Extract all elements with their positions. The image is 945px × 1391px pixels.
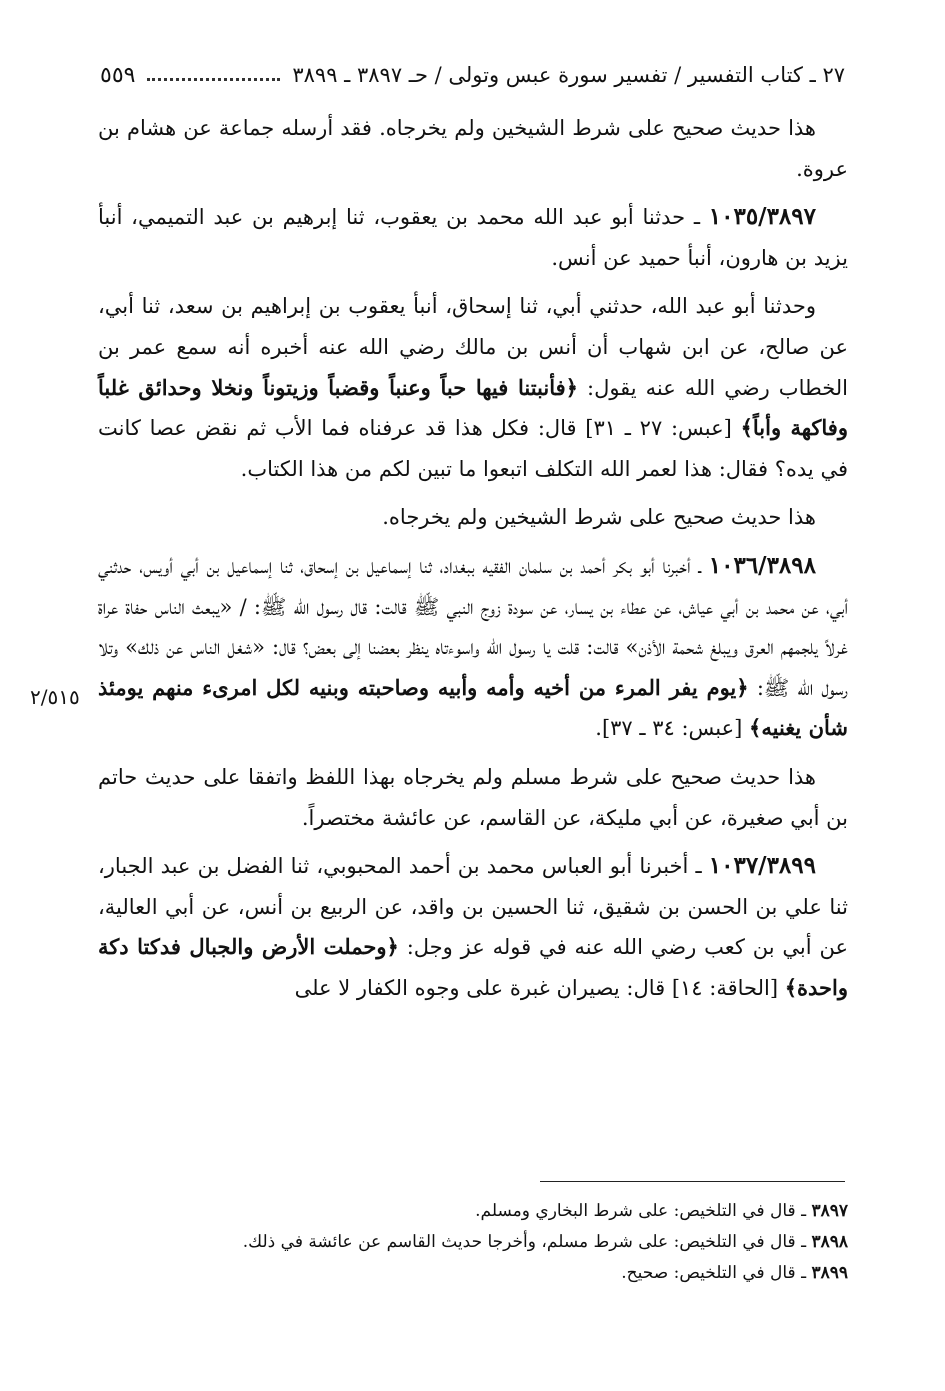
margin-reference: ٢/٥١٥ [30,685,80,709]
hadith-3899 [98,846,848,1008]
page-number: ٥٥٩ [100,62,136,88]
quran-quote: ﴿يوم يفر المرء من أخيه وأمه وأبيه وصاحبته وبنيه لكل امرىء منهم يومئذ شأن يغنيه﴾ [98,674,848,741]
footnote-3899 [98,1258,848,1289]
paragraph-grading-2 [98,497,848,538]
footnote-number: ٣٨٩٧ [811,1201,848,1221]
footnote-3898 [98,1227,848,1258]
quran-quote: ﴿فأنبتنا فيها حباً وعنباً وقضباً وزيتوناً ونخلا وحدائق غلباً وفاكهة وأباً﴾ [98,374,848,441]
paragraph-text: هذا حديث صحيح على شرط مسلم ولم يخرجاه بهذا اللفظ واتفقا على حديث حاتم بن أبي صغيرة، عن أبي مليكة، عن القاسم، عن عائشة مختصراً. [98,764,848,830]
footnote-text: ـ قال في التلخيص: صحيح. [621,1263,812,1283]
hadith-number: ١٠٣٧/٣٨٩٩ [708,852,816,880]
paragraph-text: هذا حديث صحيح على شرط الشيخين ولم يخرجاه. [382,505,816,530]
header-dot-leader [147,70,280,81]
footnote-3897 [98,1196,848,1227]
footnote-text: ـ قال في التلخيص: على شرط مسلم، وأخرجا حديث القاسم عن عائشة في ذلك. [242,1232,812,1252]
footnote-divider [540,1181,845,1182]
header-title: ٢٧ ـ كتاب التفسير / تفسير سورة عبس وتولى / حـ ٣٨٩٧ ـ ٣٨٩٩ [292,63,845,87]
paragraph-1-grading [98,108,848,189]
hadith-text: ـ حدثنا أبو عبد الله محمد بن يعقوب، ثنا إبرهيم بن عبد التميمي، أنبأ يزيد بن هارون، أنبأ حميد عن أنس. [98,205,848,270]
hadith-3897 [98,197,848,278]
running-header [100,58,845,92]
hadith-text-cont: [عبس: ٣٤ ـ ٣٧]. [595,716,750,741]
footnote-number: ٣٨٩٨ [811,1232,848,1252]
hadith-3897-second-chain [98,286,848,489]
hadith-number: ١٠٣٦/٣٨٩٨ [708,551,816,579]
hadith-text-cont: [عبس: ٢٧ ـ ٣١] قال: فكل هذا قد عرفناه فما الأب ثم نقض عصا كانت في يده؟ فقال: هذا لعمر الله التكلف اتبعوا ما تبين لكم من هذا الكتاب. [98,416,848,481]
hadith-text: ـ أخبرنا أبو العباس محمد بن أحمد المحبوبي، ثنا الفضل بن عبد الجبار، ثنا علي بن الحسن بن شقيق، ثنا الحسين بن واقد، عن الربيع بن أنس، عن أبي العالية، عن أبي بن كعب رضي الله عنه في قوله عز وجل: [98,854,848,960]
footnote-text: ـ قال في التلخيص: على شرط البخاري ومسلم. [475,1201,812,1221]
quran-quote: ﴿وحملت الأرض والجبال فدكتا دكة واحدة﴾ [98,934,848,1000]
footnote-number: ٣٨٩٩ [811,1263,848,1283]
paragraph-grading-3 [98,757,848,838]
hadith-text-cont: [الحاقة: ١٤] قال: يصيران غبرة على وجوه الكفار لا على [294,975,785,1000]
hadith-3898 [98,546,848,749]
hadith-number: ١٠٣٥/٣٨٩٧ [708,203,816,231]
hadith-text: ـ أخبرنا أبو بكر أحمد بن سلمان الفقيه ببغداد، ثنا إسماعيل بن إسحاق، ثنا إسماعيل بن أبي أويس، حدثني أبي، عن محمد بن أبي عياش، عن عطاء بن يسار، عن سودة زوج النبي ﷺ قالت: قال رسول الله ﷺ: / «يبعث الناس حفاة عراة غرلاً يلجمهم العرق ويبلغ شحمة الأذن» قالت: قلت يا رسول الله واسوءتاه ينظر بعضنا إلى بعض؟ قال: «شغل الناس عن ذلك» وتلا رسول الله ﷺ: [98,553,848,700]
main-text [98,108,848,1012]
footnotes [98,1196,848,1289]
hadith-text: وحدثنا أبو عبد الله، حدثني أبي، ثنا إسحاق، أنبأ يعقوب بن إبراهيم بن سعد، ثنا أبي، عن صالح، عن ابن شهاب أن أنس بن مالك رضي الله عنه أخبره أنه سمع عمر بن الخطاب رضي الله عنه يقول: [98,294,848,400]
paragraph-text: هذا حديث صحيح على شرط الشيخين ولم يخرجاه. فقد أرسله جماعة عن هشام بن عروة. [98,116,848,181]
